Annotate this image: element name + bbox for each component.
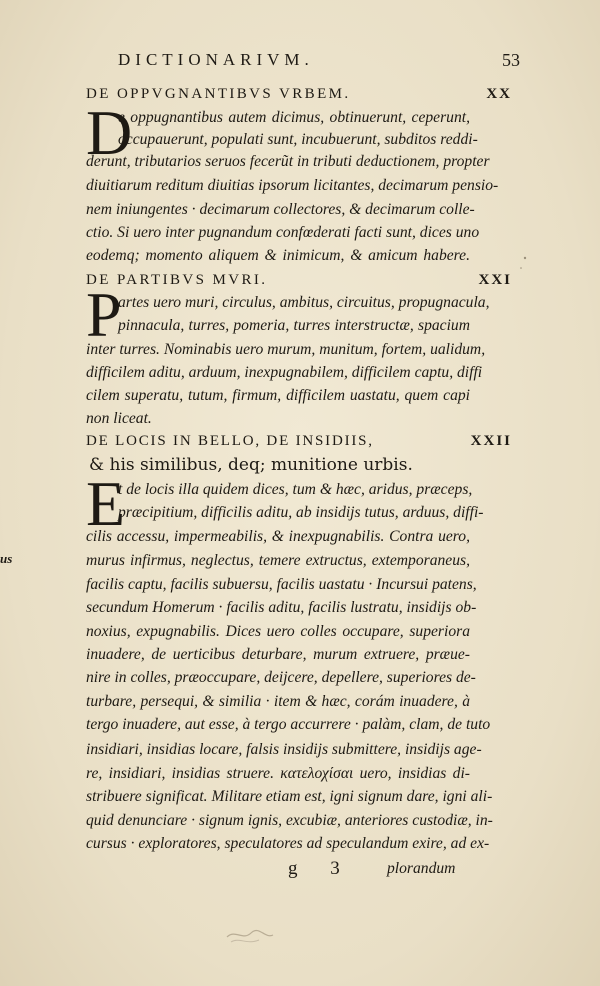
text-line: inter turres. Nominabis uero murum, munitum, fortem, ualidum, [86, 341, 486, 358]
text-line: pinnacula, turres, pomeria, turres interstructæ, spacium [118, 317, 470, 334]
text-line: murus infirmus, neglectus, temere extructus, extemporaneus, [86, 552, 470, 569]
signature-mark: g 3 [288, 858, 354, 879]
text-line: cilem superatu, tutum, firmum, difficilem uastatu, quem capi [86, 387, 470, 404]
margin-speck [515, 250, 535, 280]
text-line: e oppugnantibus autem dicimus, obtinuerunt, ceperunt, [118, 109, 470, 126]
text-line: præcipitium, difficilis aditu, ab insidijs tutus, arduus, diffi- [118, 504, 484, 521]
text-line: difficilem aditu, arduum, inexpugnabilem, difficilem captu, diffi [86, 364, 483, 381]
section-heading-xx: DE OPPVGNANTIBVS VRBEM. [86, 86, 351, 102]
running-head [118, 50, 518, 70]
text-line: diuitiarum reditum diuitias ipsorum licitantes, decimarum pensio- [86, 177, 499, 194]
text-line: cursus · exploratores, speculatores ad speculandum exire, ad ex- [86, 835, 490, 852]
drop-cap-p: P [86, 279, 122, 350]
text-line: inuadere, de uerticibus deturbare, murum extruere, præue- [86, 646, 470, 663]
text-line: noxius, expugnabilis. Dices uero colles occupare, superiora [86, 623, 470, 640]
drop-cap-e: E [86, 468, 126, 539]
margin-note: us [0, 551, 13, 566]
text-line: derunt, tributarios seruos fecerũt in tributi deductionem, propter [86, 153, 490, 170]
text-line: tergo inuadere, aut esse, à tergo accurrere · palàm, clam, de tuto [86, 716, 491, 733]
running-title: DICTIONARIVM. [118, 50, 314, 69]
section-numeral-xxi: XXI [478, 272, 512, 288]
text-line: occupauerunt, populati sunt, incubuerunt, subditos reddi- [118, 131, 478, 148]
text-line: eodemq; momento aliquem & inimicum, & amicum habere. [86, 247, 470, 264]
text-line: cilis accessu, impermeabilis, & inexpugnabilis. Contra uero, [86, 528, 470, 545]
text-line: facilis captu, facilis subuersu, facilis uastatu · Incursui patens, [86, 576, 477, 593]
text-line: stribuere significat. Militare etiam est, igni signum dare, igni ali- [86, 788, 493, 805]
drop-cap-d: D [86, 97, 133, 168]
ink-smudge [225, 925, 275, 947]
text-line: re, insidiari, insidias struere. κατελοχίσαι uero, insidias di- [86, 765, 470, 782]
text-line: ctio. Si uero inter pugnandum confœderati facti sunt, dices uno [86, 224, 480, 241]
catchword: plorandum [387, 860, 456, 877]
text-line: quid denunciare · signum ignis, excubiæ, anteriores custodiæ, in- [86, 812, 493, 829]
section-numeral-xx: XX [486, 86, 512, 102]
text-line: nire in colles, præoccupare, deijcere, depellere, superiores de- [86, 669, 476, 686]
section-heading-xxi: DE PARTIBVS MVRI. [86, 272, 268, 288]
text-line: artes uero muri, circulus, ambitus, circuitus, propugnacula, [118, 294, 490, 311]
text-line: non liceat. [86, 410, 152, 427]
text-line: insidiari, insidias locare, falsis insidijs submittere, insidijs age- [86, 741, 482, 758]
section-heading-xxii: DE LOCIS IN BELLO, DE INSIDIIS, [86, 433, 374, 449]
text-line: turbare, persequi, & similia · item & hæc, corám inuadere, à [86, 693, 470, 710]
section-numeral-xxii: XXII [470, 433, 512, 449]
text-line: nem iniungentes · decimarum collectores, & decimarum colle- [86, 201, 475, 218]
text-line: t de locis illa quidem dices, tum & hæc, aridus, præceps, [118, 481, 473, 498]
text-line: secundum Homerum · facilis aditu, facilis lustratu, insidijs ob- [86, 599, 477, 616]
section-subheading-xxii: & his similibus, deq; munitione urbis. [89, 455, 413, 475]
page-number: 53 [502, 50, 520, 70]
